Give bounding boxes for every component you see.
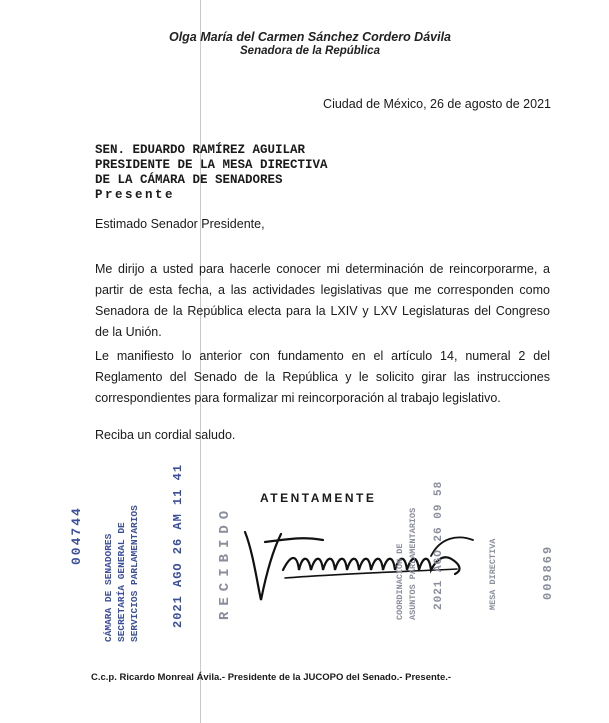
addressee-block <box>95 143 328 203</box>
right-stamp-line: COORDINACIÓN DE <box>395 543 405 620</box>
right-stamp-date: 2021 AGO 26 09 58 <box>433 480 445 610</box>
sender-role: Senadora de la República <box>240 45 380 57</box>
right-stamp-line: MESA DIRECTIVA <box>488 538 498 610</box>
recibido-stamp: RECIBIDO <box>217 504 233 620</box>
received-stamp-line: CÁMARA DE SENADORES <box>103 533 114 642</box>
carbon-copy-note: C.c.p. Ricardo Monreal Ávila.- Presidente de la JUCOPO del Senado.- Presente.- <box>91 672 452 683</box>
addressee-presente: Presente <box>95 188 176 202</box>
place-date: Ciudad de México, 26 de agosto de 2021 <box>323 97 551 111</box>
handwritten-signature <box>225 512 485 612</box>
addressee-name: SEN. EDUARDO RAMÍREZ AGUILAR <box>95 143 306 157</box>
folio-stamp-left: 004744 <box>69 506 84 565</box>
received-stamp-date: 2021 AGO 26 AM 11 41 <box>171 463 185 628</box>
right-stamp-line: ASUNTOS PARLAMENTARIOS <box>408 507 418 620</box>
received-stamp-line: SERVICIOS PARLAMENTARIOS <box>129 505 140 642</box>
body-paragraph: Me dirijo a usted para hacerle conocer mi determinación de reincorporarme, a partir de esta fecha, a las actividades legislativas que me corresponden como Senadora de la República electa para la LXIV y LXV Legislaturas del Congreso de la Unión. <box>95 262 550 339</box>
atentamente-label: ATENTAMENTE <box>260 491 377 505</box>
closing: Reciba un cordial saludo. <box>95 428 236 442</box>
addressee-chamber: DE LA CÁMARA DE SENADORES <box>95 173 283 187</box>
addressee-title: PRESIDENTE DE LA MESA DIRECTIVA <box>95 158 328 172</box>
received-stamp-line: SECRETARÍA GENERAL DE <box>116 522 127 642</box>
sender-name: Olga María del Carmen Sánchez Cordero Dávila <box>168 30 452 44</box>
salutation: Estimado Senador Presidente, <box>95 217 265 231</box>
folio-stamp-right: 009869 <box>541 544 555 600</box>
body-paragraph: Le manifiesto lo anterior con fundamento en el artículo 14, numeral 2 del Reglamento del Senado de la República y le solicito girar las instrucciones correspondientes para formalizar mi reincorporación al trabajo legislativo. <box>95 349 550 405</box>
